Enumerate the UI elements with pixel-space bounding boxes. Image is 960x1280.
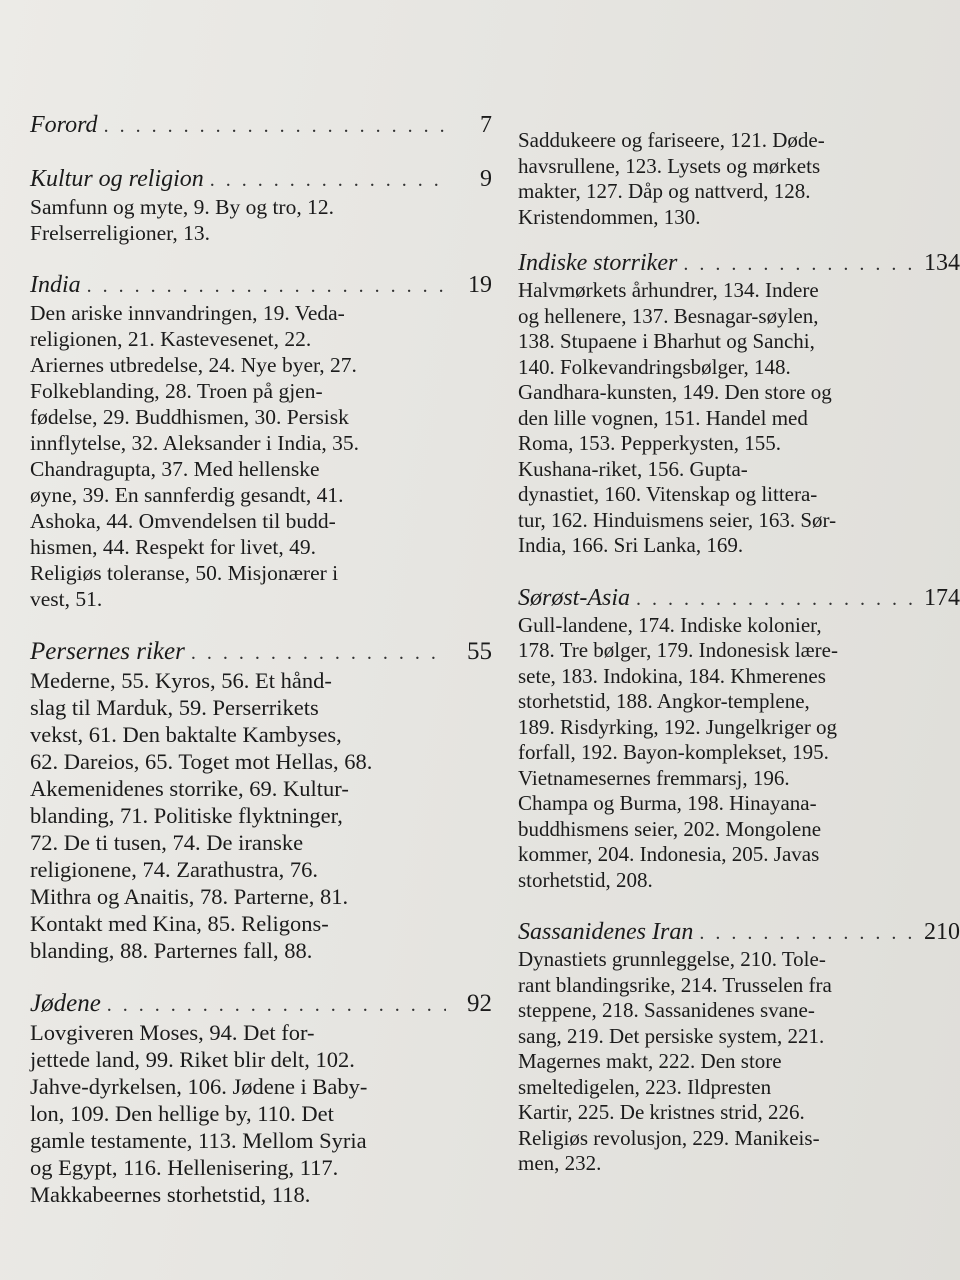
toc-line: Magernes makt, 222. Den store bbox=[518, 1049, 782, 1073]
toc-line: Folkeblanding, 28. Troen på gjen- bbox=[30, 379, 323, 403]
toc-line: India, 166. Sri Lanka, 169. bbox=[518, 533, 744, 557]
toc-entry-page-number: 210 bbox=[924, 919, 960, 945]
toc-entry bbox=[30, 166, 492, 246]
toc-entry bbox=[518, 250, 960, 559]
toc-entry bbox=[518, 919, 960, 1177]
toc-line: religionen, 21. Kastevesenet, 22. bbox=[30, 327, 312, 351]
toc-line: Ashoka, 44. Omvendelsen til budd- bbox=[30, 509, 336, 533]
toc-entry-title: Jødene bbox=[30, 990, 101, 1017]
dot-leader bbox=[104, 113, 446, 140]
toc-entry-heading bbox=[518, 250, 960, 278]
toc-line: steppene, 218. Sassanidenes svane- bbox=[518, 998, 815, 1022]
toc-line: og Egypt, 116. Hellenisering, 117. bbox=[30, 1155, 339, 1180]
toc-line: 62. Dareios, 65. Toget mot Hellas, 68. bbox=[30, 749, 373, 774]
toc-line: den lille vognen, 151. Handel med bbox=[518, 405, 808, 430]
toc-entry-title: Persernes riker bbox=[30, 638, 185, 665]
toc-line: Kushana-riket, 156. Gupta- bbox=[518, 456, 748, 481]
toc-line: slag til Marduk, 59. Perserrikets bbox=[30, 695, 319, 720]
toc-entry bbox=[30, 272, 492, 612]
toc-entry-body bbox=[30, 194, 492, 246]
toc-line: lon, 109. Den hellige by, 110. Det bbox=[30, 1101, 334, 1126]
toc-entry bbox=[30, 990, 492, 1208]
toc-entry-heading bbox=[30, 638, 492, 667]
toc-line: sete, 183. Indokina, 184. Khmerenes bbox=[518, 663, 826, 688]
toc-line: hismen, 44. Respekt for livet, 49. bbox=[30, 535, 317, 559]
toc-entry bbox=[30, 112, 492, 140]
toc-line: gamle testamente, 113. Mellom Syria bbox=[30, 1128, 367, 1153]
toc-entry-page-number: 55 bbox=[467, 638, 492, 665]
toc-entry-heading bbox=[30, 166, 492, 194]
toc-right-column bbox=[518, 128, 960, 1203]
toc-entry-heading bbox=[30, 272, 492, 300]
toc-entry-title: Kultur og religion bbox=[30, 166, 204, 192]
toc-line: Halvmørkets århundrer, 134. Indere bbox=[518, 278, 819, 302]
toc-line: smeltedigelen, 223. Ildpresten bbox=[518, 1074, 772, 1099]
toc-line: kommer, 204. Indonesia, 205. Javas bbox=[518, 842, 820, 866]
toc-line: storhetstid, 208. bbox=[518, 867, 653, 892]
toc-line: Kristendommen, 130. bbox=[518, 204, 701, 229]
toc-line: Vietnamesernes fremmarsj, 196. bbox=[518, 765, 790, 790]
toc-line: Roma, 153. Pepperkysten, 155. bbox=[518, 431, 782, 455]
toc-line: Dynastiets grunnleggelse, 210. Tole- bbox=[518, 947, 826, 971]
dot-leader bbox=[191, 640, 446, 667]
toc-entry-body bbox=[518, 613, 960, 894]
dot-leader bbox=[683, 251, 914, 278]
toc-line: Gandhara-kunsten, 149. Den store og bbox=[518, 380, 832, 404]
toc-line: innflytelse, 32. Aleksander i India, 35. bbox=[30, 431, 359, 455]
toc-line: 140. Folkevandringsbølger, 148. bbox=[518, 354, 791, 379]
toc-entry-body bbox=[518, 947, 960, 1177]
toc-entry-title: Indiske storriker bbox=[518, 250, 678, 276]
toc-line: Chandragupta, 37. Med hellenske bbox=[30, 457, 320, 481]
toc-line: øyne, 39. En sannferdig gesandt, 41. bbox=[30, 483, 344, 507]
dot-leader bbox=[107, 992, 446, 1019]
toc-line: jettede land, 99. Riket blir delt, 102. bbox=[30, 1047, 355, 1072]
toc-entry-page-number: 19 bbox=[468, 272, 492, 298]
toc-entry-body bbox=[30, 300, 492, 612]
toc-line: 178. Tre bølger, 179. Indonesisk lære- bbox=[518, 638, 838, 662]
toc-entry-heading bbox=[518, 919, 960, 947]
toc-line: religionene, 74. Zarathustra, 76. bbox=[30, 857, 319, 882]
toc-entry-body bbox=[518, 128, 960, 230]
toc-line: havsrullene, 123. Lysets og mørkets bbox=[518, 153, 821, 178]
toc-entry-page-number: 7 bbox=[480, 112, 492, 138]
toc-entry-page-number: 134 bbox=[924, 250, 960, 276]
toc-line: rant blandingsrike, 214. Trusselen fra bbox=[518, 972, 832, 997]
toc-line: 189. Risdyrking, 192. Jungelkriger og bbox=[518, 714, 838, 739]
toc-line: Champa og Burma, 198. Hinayana- bbox=[518, 791, 817, 815]
toc-line: men, 232. bbox=[518, 1151, 602, 1175]
toc-line: Akemenidenes storrike, 69. Kultur- bbox=[30, 776, 349, 801]
toc-line: forfall, 192. Bayon-komplekset, 195. bbox=[518, 740, 829, 764]
toc-entry bbox=[518, 585, 960, 894]
toc-continued-entry bbox=[518, 128, 960, 230]
toc-entry-body bbox=[30, 667, 492, 964]
toc-left-column bbox=[30, 112, 492, 1234]
toc-line: Saddukeere og fariseere, 121. Døde- bbox=[518, 128, 825, 152]
toc-entry-title: Sørøst-Asia bbox=[518, 584, 631, 611]
toc-line: blanding, 88. Parternes fall, 88. bbox=[30, 938, 313, 963]
toc-line: Den ariske innvandringen, 19. Veda- bbox=[30, 301, 345, 325]
toc-line: 72. De ti tusen, 74. De iranske bbox=[30, 830, 304, 855]
toc-entry-title: India bbox=[30, 272, 81, 298]
toc-entry-page-number: 9 bbox=[480, 166, 492, 192]
toc-line: Kartir, 225. De kristnes strid, 226. bbox=[518, 1100, 805, 1124]
toc-line: tur, 162. Hinduismens seier, 163. Sør- bbox=[518, 507, 837, 532]
toc-line: buddhismens seier, 202. Mongolene bbox=[518, 816, 822, 841]
toc-line: vest, 51. bbox=[30, 587, 103, 611]
toc-entry-title: Forord bbox=[30, 112, 98, 138]
toc-line: Jahve-dyrkelsen, 106. Jødene i Baby- bbox=[30, 1074, 368, 1099]
toc-line: Samfunn og myte, 9. By og tro, 12. bbox=[30, 195, 334, 219]
toc-line: Mithra og Anaitis, 78. Parterne, 81. bbox=[30, 884, 349, 909]
toc-line: Ariernes utbredelse, 24. Nye byer, 27. bbox=[30, 353, 357, 377]
dot-leader bbox=[699, 920, 914, 947]
toc-entry-page-number: 92 bbox=[467, 990, 492, 1017]
toc-line: blanding, 71. Politiske flyktninger, bbox=[30, 803, 343, 828]
toc-entry-body bbox=[518, 278, 960, 559]
toc-entry-heading bbox=[518, 585, 960, 613]
toc-line: Frelserreligioner, 13. bbox=[30, 221, 211, 245]
toc-line: Religiøs revolusjon, 229. Manikeis- bbox=[518, 1125, 820, 1150]
toc-entry-heading bbox=[30, 112, 492, 140]
dot-leader bbox=[210, 167, 446, 194]
dot-leader bbox=[87, 273, 446, 300]
toc-line: Gull-landene, 174. Indiske kolonier, bbox=[518, 612, 822, 637]
toc-line: 138. Stupaene i Bharhut og Sanchi, bbox=[518, 329, 815, 353]
toc-entry-title: Sassanidenes Iran bbox=[518, 919, 694, 945]
toc-line: Makkabeernes storhetstid, 118. bbox=[30, 1182, 311, 1207]
toc-entry-heading bbox=[30, 990, 492, 1019]
toc-line: Mederne, 55. Kyros, 56. Et hånd- bbox=[30, 668, 332, 693]
toc-line: makter, 127. Dåp og nattverd, 128. bbox=[518, 179, 811, 203]
dot-leader bbox=[636, 586, 914, 613]
toc-line: og hellenere, 137. Besnagar-søylen, bbox=[518, 303, 819, 328]
toc-entry-body bbox=[30, 1019, 492, 1208]
toc-line: sang, 219. Det persiske system, 221. bbox=[518, 1023, 825, 1048]
toc-line: Lovgiveren Moses, 94. Det for- bbox=[30, 1020, 315, 1045]
toc-line: fødelse, 29. Buddhismen, 30. Persisk bbox=[30, 405, 349, 429]
toc-entry-page-number: 174 bbox=[924, 584, 960, 611]
toc-line: Kontakt med Kina, 85. Religons- bbox=[30, 911, 329, 936]
toc-entry bbox=[30, 638, 492, 964]
toc-line: vekst, 61. Den baktalte Kambyses, bbox=[30, 722, 342, 747]
toc-line: storhetstid, 188. Angkor-templene, bbox=[518, 689, 810, 713]
toc-line: dynastiet, 160. Vitenskap og littera- bbox=[518, 482, 818, 506]
toc-line: Religiøs toleranse, 50. Misjonærer i bbox=[30, 561, 339, 585]
